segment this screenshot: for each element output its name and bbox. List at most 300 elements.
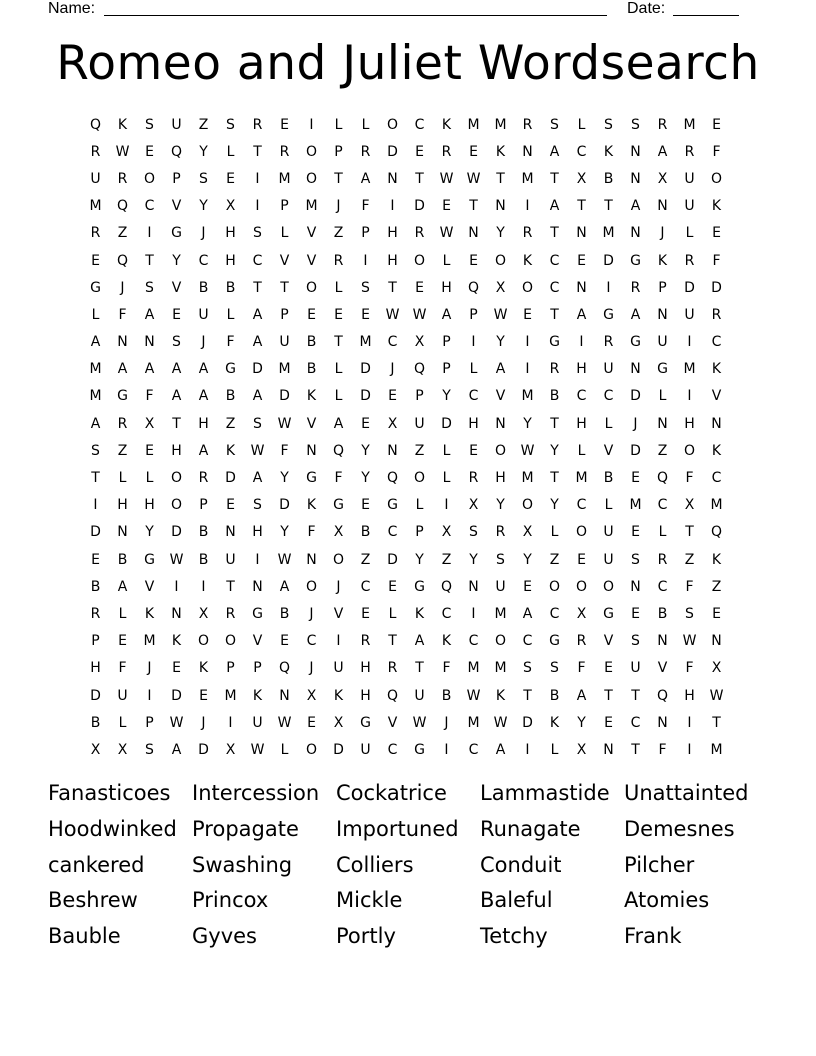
grid-letter: D: [603, 252, 614, 269]
grid-letter: N: [657, 198, 668, 215]
grid-letter: O: [521, 279, 534, 296]
grid-letter: W: [466, 687, 481, 704]
grid-letter: C: [144, 198, 155, 215]
grid-letter: I: [579, 334, 584, 351]
grid-letter: E: [604, 660, 613, 677]
grid-letter: L: [550, 741, 559, 758]
grid-letter: F: [145, 388, 154, 405]
grid-letter: H: [495, 470, 506, 487]
grid-letter: I: [471, 334, 476, 351]
grid-letter: W: [682, 633, 697, 650]
grid-letter: I: [471, 605, 476, 622]
grid-letter: G: [144, 551, 155, 568]
grid-letter: J: [390, 361, 395, 378]
grid-letter: L: [577, 116, 586, 133]
grid-letter: U: [171, 116, 182, 133]
grid-letter: G: [549, 334, 560, 351]
grid-letter: N: [117, 524, 128, 541]
grid-letter: F: [118, 306, 127, 323]
grid-letter: A: [495, 361, 506, 378]
grid-letter: E: [388, 388, 397, 405]
grid-letter: F: [226, 334, 235, 351]
grid-letter: T: [577, 198, 586, 215]
word-list-item: Atomies: [624, 888, 710, 913]
grid-letter: W: [466, 170, 481, 187]
grid-letter: M: [575, 470, 588, 487]
grid-letter: S: [496, 551, 505, 568]
grid-letter: K: [495, 143, 506, 160]
grid-letter: X: [225, 198, 236, 215]
grid-letter: N: [603, 741, 614, 758]
grid-letter: H: [441, 279, 452, 296]
grid-row: [82, 329, 730, 356]
grid-letter: R: [495, 524, 506, 541]
grid-letter: Y: [172, 252, 181, 269]
grid-letter: L: [658, 524, 667, 541]
grid-letter: J: [660, 225, 665, 242]
grid-letter: M: [89, 361, 102, 378]
grid-letter: U: [684, 306, 695, 323]
grid-row: [82, 573, 730, 600]
grid-letter: R: [225, 605, 236, 622]
grid-letter: O: [494, 442, 507, 459]
grid-letter: Y: [523, 551, 532, 568]
word-list-item: Frank: [624, 924, 682, 949]
grid-letter: D: [171, 687, 182, 704]
grid-letter: R: [684, 143, 695, 160]
grid-letter: Z: [414, 442, 425, 459]
grid-letter: X: [117, 741, 128, 758]
grid-row: [82, 274, 730, 301]
grid-letter: L: [118, 714, 127, 731]
grid-letter: O: [305, 578, 318, 595]
grid-letter: M: [89, 198, 102, 215]
grid-letter: D: [387, 551, 398, 568]
grid-letter: X: [387, 415, 398, 432]
grid-letter: V: [657, 660, 668, 677]
grid-letter: B: [198, 551, 209, 568]
grid-letter: W: [277, 415, 292, 432]
grid-letter: R: [468, 470, 479, 487]
grid-letter: I: [255, 551, 260, 568]
grid-letter: K: [549, 714, 560, 731]
grid-letter: B: [198, 279, 209, 296]
grid-letter: Z: [360, 551, 371, 568]
grid-letter: G: [414, 741, 425, 758]
grid-letter: S: [253, 497, 262, 514]
grid-letter: Q: [116, 252, 129, 269]
grid-letter: K: [441, 116, 452, 133]
grid-letter: K: [198, 660, 209, 677]
grid-letter: C: [549, 252, 560, 269]
grid-letter: G: [252, 605, 263, 622]
grid-letter: K: [306, 497, 317, 514]
grid-letter: P: [280, 198, 289, 215]
grid-letter: T: [172, 415, 181, 432]
grid-letter: I: [309, 116, 314, 133]
grid-letter: O: [413, 470, 426, 487]
grid-letter: S: [631, 551, 640, 568]
grid-letter: Z: [684, 551, 695, 568]
grid-letter: E: [469, 252, 478, 269]
grid-letter: O: [494, 633, 507, 650]
grid-letter: F: [712, 252, 721, 269]
grid-letter: E: [361, 605, 370, 622]
grid-letter: N: [657, 415, 668, 432]
word-list-item: Bauble: [48, 924, 121, 949]
grid-letter: K: [495, 687, 506, 704]
grid-letter: W: [520, 442, 535, 459]
grid-letter: U: [684, 170, 695, 187]
grid-letter: M: [683, 361, 696, 378]
grid-letter: M: [521, 170, 534, 187]
grid-letter: W: [169, 551, 184, 568]
grid-letter: O: [575, 578, 588, 595]
grid-letter: A: [549, 198, 560, 215]
grid-letter: T: [469, 198, 478, 215]
grid-letter: P: [172, 170, 181, 187]
grid-letter: X: [414, 334, 425, 351]
grid-letter: D: [360, 388, 371, 405]
grid-letter: Q: [440, 578, 453, 595]
grid-letter: O: [305, 143, 318, 160]
grid-letter: W: [412, 714, 427, 731]
grid-letter: R: [117, 170, 128, 187]
grid-letter: R: [333, 252, 344, 269]
grid-letter: O: [386, 116, 399, 133]
grid-letter: M: [521, 470, 534, 487]
grid-letter: R: [522, 116, 533, 133]
grid-letter: Q: [656, 470, 669, 487]
grid-letter: W: [709, 687, 724, 704]
grid-row: [82, 655, 730, 682]
grid-letter: D: [441, 415, 452, 432]
grid-letter: O: [305, 741, 318, 758]
grid-letter: K: [252, 687, 263, 704]
grid-letter: A: [252, 306, 263, 323]
grid-letter: N: [306, 442, 317, 459]
grid-letter: P: [469, 306, 478, 323]
grid-letter: N: [711, 633, 722, 650]
grid-letter: S: [172, 334, 181, 351]
grid-letter: L: [334, 361, 343, 378]
grid-letter: C: [360, 578, 371, 595]
grid-letter: L: [334, 388, 343, 405]
word-list-item: Swashing: [192, 852, 293, 877]
grid-letter: R: [90, 225, 101, 242]
grid-letter: D: [279, 497, 290, 514]
grid-letter: C: [711, 470, 722, 487]
grid-letter: I: [687, 334, 692, 351]
grid-letter: Z: [117, 442, 128, 459]
grid-letter: T: [496, 170, 505, 187]
grid-letter: B: [603, 470, 614, 487]
grid-letter: W: [250, 442, 265, 459]
grid-letter: E: [145, 442, 154, 459]
grid-letter: H: [144, 497, 155, 514]
grid-letter: O: [521, 497, 534, 514]
grid-letter: M: [710, 741, 723, 758]
grid-letter: X: [441, 524, 452, 541]
grid-letter: E: [523, 578, 532, 595]
grid-letter: M: [710, 497, 723, 514]
grid-letter: R: [657, 116, 668, 133]
grid-letter: C: [522, 633, 533, 650]
word-list-item: Fanasticoes: [48, 781, 171, 805]
grid-letter: L: [226, 306, 235, 323]
date-field-line: [673, 15, 739, 16]
grid-letter: L: [577, 442, 586, 459]
grid-letter: X: [198, 605, 209, 622]
grid-letter: R: [630, 279, 641, 296]
grid-letter: V: [279, 252, 290, 269]
grid-letter: I: [336, 633, 341, 650]
grid-letter: R: [711, 306, 722, 323]
grid-letter: N: [630, 361, 641, 378]
grid-letter: H: [387, 225, 398, 242]
grid-row: [82, 165, 730, 192]
name-label: Name:: [48, 0, 96, 17]
grid-letter: D: [630, 442, 641, 459]
grid-letter: C: [576, 497, 587, 514]
grid-letter: B: [225, 388, 236, 405]
grid-letter: Q: [278, 660, 291, 677]
grid-letter: X: [468, 497, 479, 514]
grid-letter: R: [117, 415, 128, 432]
grid-letter: C: [630, 714, 641, 731]
grid-letter: Y: [550, 497, 559, 514]
page-title: Romeo and Juliet Wordsearch: [56, 36, 760, 91]
grid-letter: G: [90, 279, 101, 296]
grid-letter: A: [360, 170, 371, 187]
grid-letter: E: [415, 279, 424, 296]
word-list-item: Hoodwinked: [48, 816, 177, 841]
grid-row: [82, 600, 730, 627]
grid-letter: H: [576, 361, 587, 378]
grid-letter: U: [279, 334, 290, 351]
grid-letter: S: [604, 116, 613, 133]
grid-letter: C: [306, 633, 317, 650]
grid-letter: D: [387, 143, 398, 160]
grid-letter: V: [333, 605, 344, 622]
grid-letter: Q: [467, 279, 480, 296]
grid-letter: E: [280, 116, 289, 133]
grid-letter: L: [442, 470, 451, 487]
grid-letter: D: [711, 279, 722, 296]
grid-letter: N: [711, 415, 722, 432]
grid-letter: E: [172, 306, 181, 323]
grid-letter: F: [685, 470, 694, 487]
grid-letter: E: [361, 497, 370, 514]
grid-letter: K: [711, 361, 722, 378]
grid-letter: I: [93, 497, 98, 514]
grid-letter: A: [144, 306, 155, 323]
grid-letter: P: [145, 714, 154, 731]
grid-letter: L: [442, 442, 451, 459]
grid-letter: W: [277, 551, 292, 568]
grid-letter: K: [225, 442, 236, 459]
grid-letter: J: [201, 225, 206, 242]
grid-letter: Q: [386, 470, 399, 487]
grid-letter: X: [657, 170, 668, 187]
grid-letter: F: [118, 660, 127, 677]
word-list-item: Runagate: [480, 816, 581, 841]
grid-letter: I: [525, 741, 530, 758]
grid-letter: A: [522, 605, 533, 622]
grid-letter: Z: [549, 551, 560, 568]
grid-letter: H: [90, 660, 101, 677]
grid-letter: Q: [116, 198, 129, 215]
grid-letter: B: [441, 687, 452, 704]
grid-letter: E: [91, 252, 100, 269]
grid-letter: T: [550, 306, 559, 323]
grid-letter: R: [684, 252, 695, 269]
grid-letter: T: [550, 470, 559, 487]
grid-letter: B: [279, 605, 290, 622]
grid-letter: M: [494, 660, 507, 677]
grid-letter: A: [198, 388, 209, 405]
grid-letter: D: [684, 279, 695, 296]
grid-letter: G: [549, 633, 560, 650]
word-list-item: Beshrew: [48, 888, 138, 913]
grid-letter: F: [442, 660, 451, 677]
grid-letter: J: [120, 279, 125, 296]
grid-letter: F: [577, 660, 586, 677]
grid-letter: M: [278, 170, 291, 187]
grid-letter: K: [171, 633, 182, 650]
grid-letter: E: [442, 198, 451, 215]
grid-letter: F: [361, 198, 370, 215]
grid-letter: Y: [145, 524, 154, 541]
grid-letter: A: [576, 687, 587, 704]
grid-letter: M: [224, 687, 237, 704]
grid-letter: I: [444, 741, 449, 758]
grid-letter: P: [658, 279, 667, 296]
grid-letter: P: [442, 361, 451, 378]
grid-letter: Y: [442, 388, 451, 405]
grid-letter: B: [657, 605, 668, 622]
grid-row: [82, 464, 730, 491]
grid-letter: H: [252, 524, 263, 541]
grid-letter: W: [385, 306, 400, 323]
grid-letter: D: [360, 361, 371, 378]
grid-letter: Y: [496, 497, 505, 514]
grid-letter: E: [712, 605, 721, 622]
grid-letter: U: [225, 551, 236, 568]
grid-letter: A: [198, 361, 209, 378]
grid-letter: S: [631, 633, 640, 650]
grid-letter: J: [633, 415, 638, 432]
grid-letter: T: [253, 143, 262, 160]
grid-letter: E: [226, 497, 235, 514]
grid-letter: J: [444, 714, 449, 731]
grid-letter: N: [630, 225, 641, 242]
grid-letter: G: [387, 497, 398, 514]
grid-letter: O: [413, 252, 426, 269]
word-list-item: Portly: [336, 924, 396, 949]
grid-letter: H: [360, 660, 371, 677]
grid-letter: Y: [415, 551, 424, 568]
grid-letter: U: [252, 714, 263, 731]
grid-letter: I: [255, 170, 260, 187]
grid-letter: N: [117, 334, 128, 351]
grid-letter: V: [387, 714, 398, 731]
grid-letter: T: [388, 633, 397, 650]
grid-row: [82, 111, 730, 138]
grid-letter: J: [309, 660, 314, 677]
grid-row: [82, 492, 730, 519]
grid-letter: M: [143, 633, 156, 650]
grid-letter: S: [550, 116, 559, 133]
grid-letter: H: [576, 415, 587, 432]
grid-letter: K: [711, 442, 722, 459]
grid-letter: T: [415, 660, 424, 677]
grid-letter: M: [305, 198, 318, 215]
grid-letter: I: [525, 334, 530, 351]
grid-letter: L: [550, 524, 559, 541]
grid-letter: G: [630, 252, 641, 269]
grid-letter: X: [684, 497, 695, 514]
grid-row: [82, 682, 730, 709]
grid-letter: E: [577, 252, 586, 269]
grid-letter: K: [522, 252, 533, 269]
word-list-item: Colliers: [336, 852, 414, 877]
grid-letter: T: [550, 225, 559, 242]
grid-letter: Z: [225, 415, 236, 432]
grid-letter: F: [658, 741, 667, 758]
grid-letter: U: [198, 306, 209, 323]
letter-grid: [82, 111, 730, 764]
grid-letter: O: [548, 578, 561, 595]
grid-letter: V: [495, 388, 506, 405]
grid-letter: U: [630, 660, 641, 677]
grid-letter: V: [306, 252, 317, 269]
word-list-item: Unattainted: [624, 781, 749, 805]
grid-letter: M: [278, 361, 291, 378]
grid-letter: A: [252, 334, 263, 351]
grid-letter: F: [685, 660, 694, 677]
grid-row: [82, 709, 730, 736]
grid-letter: R: [252, 116, 263, 133]
word-list-item: cankered: [48, 852, 145, 877]
grid-letter: T: [334, 334, 343, 351]
grid-letter: N: [279, 687, 290, 704]
word-list-item: Cockatrice: [336, 781, 447, 805]
grid-letter: M: [359, 334, 372, 351]
grid-letter: U: [603, 361, 614, 378]
grid-letter: I: [147, 687, 152, 704]
grid-letter: O: [224, 633, 237, 650]
grid-letter: V: [306, 225, 317, 242]
grid-letter: G: [333, 497, 344, 514]
grid-letter: Q: [89, 116, 102, 133]
grid-letter: N: [306, 551, 317, 568]
grid-row: [82, 383, 730, 410]
grid-letter: E: [334, 306, 343, 323]
grid-letter: N: [495, 198, 506, 215]
grid-letter: A: [630, 306, 641, 323]
grid-letter: K: [711, 551, 722, 568]
grid-letter: E: [280, 633, 289, 650]
grid-letter: E: [631, 524, 640, 541]
grid-letter: B: [306, 361, 317, 378]
grid-row: [82, 736, 730, 763]
grid-letter: N: [657, 306, 668, 323]
grid-letter: N: [171, 605, 182, 622]
grid-letter: O: [197, 633, 210, 650]
grid-letter: P: [280, 306, 289, 323]
grid-letter: C: [657, 578, 668, 595]
